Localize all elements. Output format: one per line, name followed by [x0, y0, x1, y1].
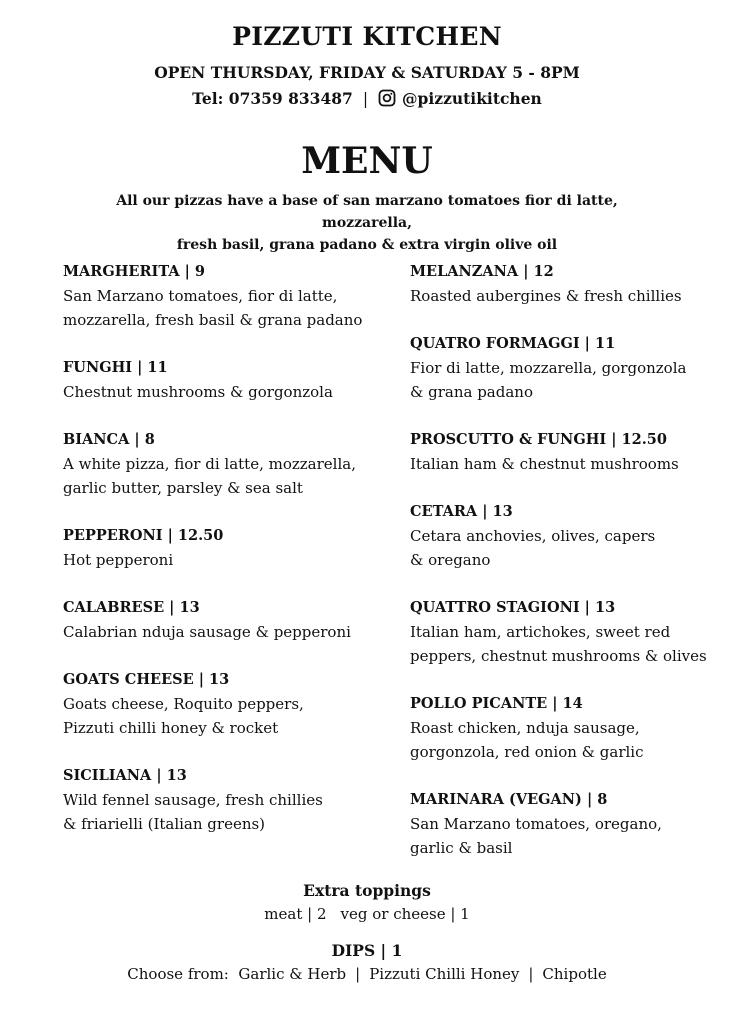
menu-item-description: mozzarella, fresh basil & grana padano — [63, 311, 363, 329]
menu-item-name: PROSCUTTO & FUNGHI | 12.50 — [410, 431, 667, 448]
menu-item — [410, 692, 710, 764]
menu-item-name: PEPPERONI | 12.50 — [63, 527, 224, 544]
menu-item-description: San Marzano tomatoes, fior di latte, — [63, 287, 338, 305]
menu-item-description: garlic butter, parsley & sea salt — [63, 479, 303, 497]
menu-item-description: garlic & basil — [410, 839, 513, 857]
menu-item-description: Cetara anchovies, olives, capers — [410, 527, 656, 545]
menu-left-column — [63, 260, 383, 860]
extra-toppings-title: Extra toppings — [303, 881, 431, 900]
extra-meat-price: meat | 2 — [264, 905, 327, 923]
menu-item-description: Hot pepperoni — [63, 551, 174, 569]
menu-item-name: MARINARA (VEGAN) | 8 — [410, 791, 608, 808]
menu-item-name: MARGHERITA | 9 — [63, 263, 206, 280]
menu-heading: MENU — [301, 140, 433, 182]
contact-line — [0, 89, 734, 111]
menu-item — [63, 668, 383, 740]
menu-item-name: CETARA | 13 — [410, 503, 513, 520]
menu-item — [63, 356, 383, 404]
menu-item-description: Italian ham & chestnut mushrooms — [410, 455, 679, 473]
menu-item-description: Pizzuti chilli honey & rocket — [63, 719, 279, 737]
menu-item — [410, 788, 710, 860]
dip-separator: | — [355, 965, 361, 983]
menu-item-name: SICILIANA | 13 — [63, 767, 187, 784]
menu-item-description: A white pizza, fior di latte, mozzarella, — [63, 455, 356, 473]
menu-item-description: San Marzano tomatoes, oregano, — [410, 815, 662, 833]
menu-item-name: GOATS CHEESE | 13 — [63, 671, 230, 688]
dip-option: Chipotle — [542, 965, 607, 983]
dips-prefix: Choose from: — [127, 965, 229, 983]
menu-item-description: Fior di latte, mozzarella, gorgonzola — [410, 359, 687, 377]
menu-item — [410, 596, 710, 668]
menu-item — [63, 764, 383, 836]
menu-item — [63, 428, 383, 500]
menu-item-name: FUNGHI | 11 — [63, 359, 168, 376]
restaurant-name: PIZZUTI KITCHEN — [232, 22, 502, 51]
menu-item-description: Roast chicken, nduja sausage, — [410, 719, 640, 737]
menu-item-name: QUATRO FORMAGGI | 11 — [410, 335, 616, 352]
dips-title: DIPS | 1 — [331, 941, 403, 960]
menu-item — [63, 260, 383, 332]
menu-item-description: & friarielli (Italian greens) — [63, 815, 266, 833]
menu-item-description: & oregano — [410, 551, 491, 569]
menu-item-name: BIANCA | 8 — [63, 431, 155, 448]
menu-item-description: Italian ham, artichokes, sweet red — [410, 623, 671, 641]
menu-item-description: Calabrian nduja sausage & pepperoni — [63, 623, 351, 641]
intro-line: All our pizzas have a base of san marzano tomatoes fior di latte, mozzarella, — [116, 193, 618, 231]
menu-right-column — [410, 260, 710, 884]
menu-item — [410, 260, 710, 308]
menu-item — [63, 524, 383, 572]
phone-number: Tel: 07359 833487 — [192, 89, 353, 108]
dip-option: Pizzuti Chilli Honey — [369, 965, 520, 983]
instagram-handle: @pizzutikitchen — [402, 89, 542, 108]
menu-item-name: CALABRESE | 13 — [63, 599, 200, 616]
contact-separator: | — [362, 90, 369, 108]
menu-item — [410, 428, 710, 476]
menu-item-description: Roasted aubergines & fresh chillies — [410, 287, 682, 305]
menu-item — [63, 596, 383, 644]
menu-item-description: Chestnut mushrooms & gorgonzola — [63, 383, 333, 401]
menu-item — [410, 332, 710, 404]
intro-line: fresh basil, grana padano & extra virgin olive oil — [176, 237, 558, 253]
dip-separator: | — [528, 965, 534, 983]
instagram-icon — [378, 89, 396, 111]
menu-item-description: & grana padano — [410, 383, 533, 401]
dip-option: Garlic & Herb — [238, 965, 347, 983]
menu-item-name: POLLO PICANTE | 14 — [410, 695, 583, 712]
menu-intro — [80, 190, 654, 256]
menu-item-description: peppers, chestnut mushrooms & olives — [410, 647, 707, 665]
dips-options — [0, 965, 734, 983]
menu-item — [410, 500, 710, 572]
menu-item-description: gorgonzola, red onion & garlic — [410, 743, 644, 761]
menu-item-name: MELANZANA | 12 — [410, 263, 554, 280]
menu-item-description: Wild fennel sausage, fresh chillies — [63, 791, 323, 809]
menu-item-description: Goats cheese, Roquito peppers, — [63, 695, 304, 713]
extra-veg-price: veg or cheese | 1 — [340, 905, 470, 923]
extra-toppings-prices — [0, 905, 734, 923]
menu-item-name: QUATTRO STAGIONI | 13 — [410, 599, 616, 616]
opening-hours: OPEN THURSDAY, FRIDAY & SATURDAY 5 - 8PM — [154, 63, 580, 82]
